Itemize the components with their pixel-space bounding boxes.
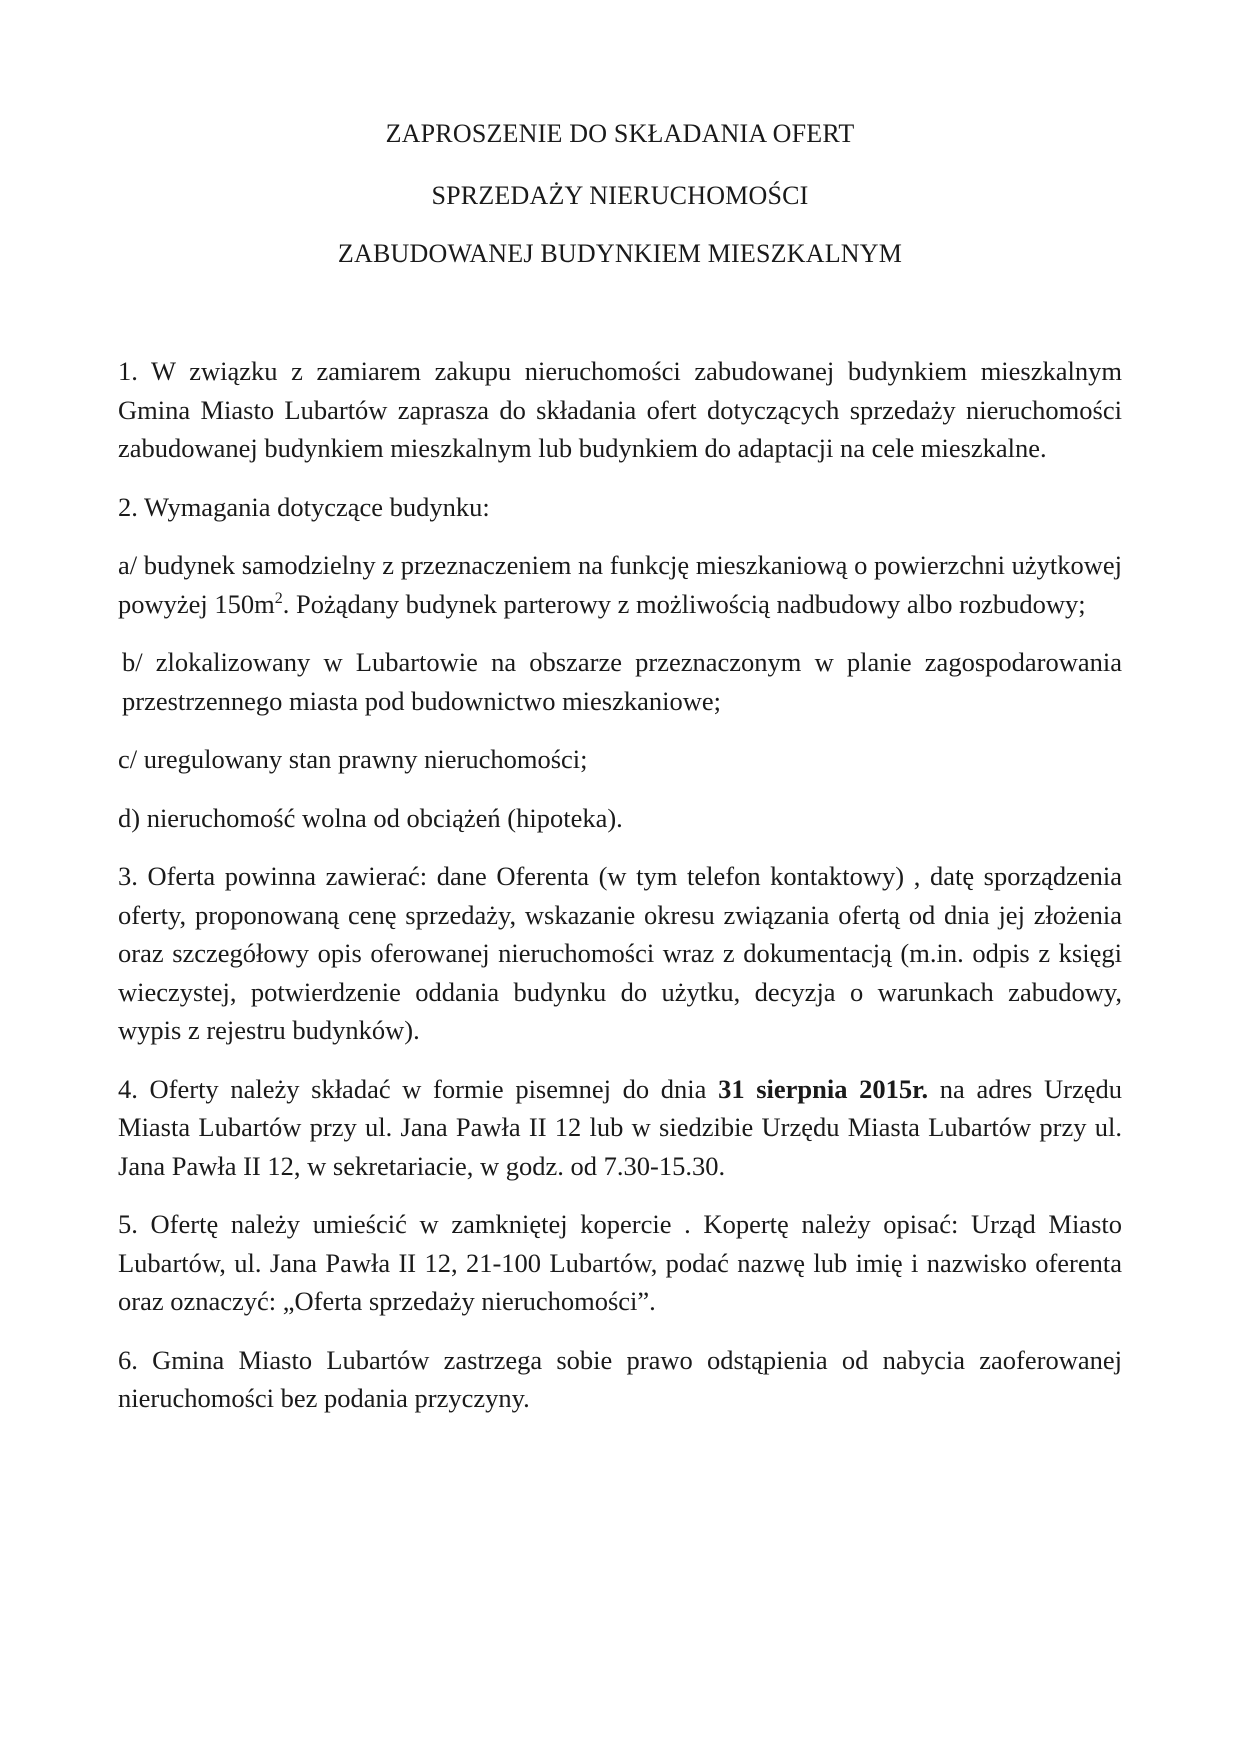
paragraph-2: 2. Wymagania dotyczące budynku: <box>118 491 490 522</box>
requirement-b: b/ zlokalizowany w Lubartowie na obszarze przeznaczonym w planie zagospodarowania przestrzennego miasta pod budownictwo mieszkaniowe; <box>122 647 1122 716</box>
title-line-1: ZAPROSZENIE DO SKŁADANIA OFERT <box>385 119 855 148</box>
requirement-d: d) nieruchomość wolna od obciążeń (hipoteka). <box>118 802 623 833</box>
requirement-c: c/ uregulowany stan prawny nieruchomości; <box>118 744 588 774</box>
requirement-a-text-cont: . Pożądany budynek parterowy z możliwością nadbudowy albo rozbudowy; <box>282 588 1086 619</box>
paragraph-4-text-cont: na adres Urzędu Miasta Lubartów przy ul. Jana Pawła II 12 lub w siedzibie Urzędu Miasta Lubartów przy ul. Jana Pawła II 12, w sekretariacie, w godz. od 7.30-15.30. <box>118 1073 1122 1181</box>
paragraph-4 <box>118 1070 1122 1186</box>
title-line-2: SPRZEDAŻY NIERUCHOMOŚCI <box>431 181 809 210</box>
paragraph-5: 5. Ofertę należy umieścić w zamkniętej kopercie . Kopertę należy opisać: Urząd Miasto Lubartów, ul. Jana Pawła II 12, 21-100 Lubartów, podać nazwę lub imię i nazwisko oferenta oraz oznaczyć: „Oferta sprzedaży nieruchomości”. <box>118 1209 1122 1316</box>
requirement-a-text: a/ budynek samodzielny z przeznaczeniem na funkcję mieszkaniową o powierzchni użytkowej powyżej 150m <box>118 550 1122 619</box>
paragraph-4-text: 4. Oferty należy składać w formie pisemnej do dnia <box>118 1073 719 1104</box>
paragraph-1: 1. W związku z zamiarem zakupu nieruchomości zabudowanej budynkiem mieszkalnym Gmina Miasto Lubartów zaprasza do składania ofert dotyczących sprzedaży nieruchomości zabudowanej budynkiem mieszkalnym lub budynkiem do adaptacji na cele mieszkalne. <box>118 356 1122 463</box>
paragraph-6: 6. Gmina Miasto Lubartów zastrzega sobie prawo odstąpienia od nabycia zaoferowanej nieruchomości bez podania przyczyny. <box>118 1344 1122 1413</box>
deadline-date: 31 sierpnia 2015r. <box>718 1073 929 1104</box>
paragraph-3: 3. Oferta powinna zawierać: dane Oferenta (w tym telefon kontaktowy) , datę sporządzenia oferty, proponowaną cenę sprzedaży, wskazanie okresu związania ofertą od dnia jej złożenia oraz szczegółowy opis oferowanej nieruchomości wraz z dokumentacją (m.in. odpis z księgi wieczystej, potwierdzenie oddania budynku do użytku, decyzja o warunkach zabudowy, wypis z rejestru budynków). <box>118 861 1122 1045</box>
title-line-3: ZABUDOWANEJ BUDYNKIEM MIESZKALNYM <box>337 239 903 268</box>
superscript-2: 2 <box>274 589 283 607</box>
requirement-a <box>118 546 1122 623</box>
document-body <box>118 352 1122 1438</box>
